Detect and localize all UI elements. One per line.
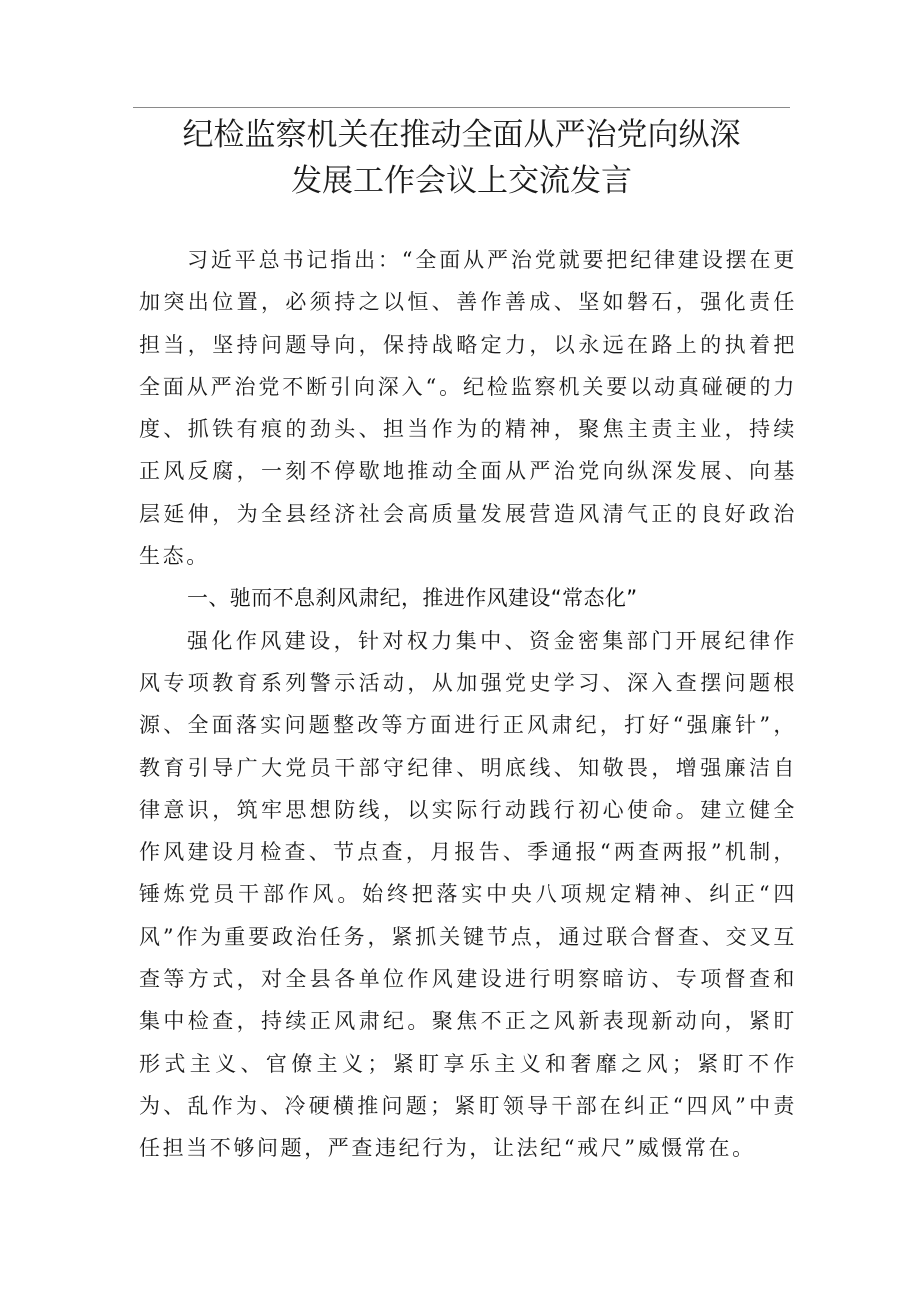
document-title <box>133 112 790 204</box>
title-line-1: 纪检监察机关在推动全面从严治党向纵深 <box>182 117 741 153</box>
title-line-2: 发展工作会议上交流发言 <box>291 163 632 199</box>
intro-paragraph: 习近平总书记指出：“全面从严治党就要把纪律建设摆在更加突出位置，必须持之以恒、善作善成、坚如磐石，强化责任担当，坚持问题导向，保持战略定力，以永远在路上的执着把全面从严治党不断引向深入“。纪检监察机关要以动真碰硬的力度、抓铁有痕的劲头、担当作为的精神，聚焦主责主业，持续正风反腐，一刻不停歇地推动全面从严治党向纵深发展、向基层延伸，为全县经济社会高质量发展营造风清气正的良好政治生态。 <box>139 248 797 569</box>
document-body <box>139 239 797 1170</box>
section-1-paragraph: 强化作风建设，针对权力集中、资金密集部门开展纪律作风专项教育系列警示活动，从加强党史学习、深入查摆问题根源、全面落实问题整改等方面进行正风肃纪，打好“强廉针”，教育引导广大党员干部守纪律、明底线、知敬畏，增强廉洁自律意识，筑牢思想防线，以实际行动践行初心使命。建立健全作风建设月检查、节点查，月报告、季通报“两查两报”机制，锤炼党员干部作风。始终把落实中央八项规定精神、纠正“四风”作为重要政治任务，紧抓关键节点，通过联合督查、交叉互查等方式，对全县各单位作风建设进行明察暗访、专项督查和集中检查，持续正风肃纪。聚焦不正之风新表现新动向，紧盯形式主义、官僚主义；紧盯享乐主义和奢靡之风；紧盯不作为、乱作为、冷硬横推问题；紧盯领导干部在纠正“四风”中责任担当不够问题，严查违纪行为，让法纪“戒尺”威慑常在。 <box>139 628 797 1161</box>
header-rule <box>133 107 790 108</box>
section-heading-1: 一、驰而不息刹风肃纪，推进作风建设“常态化” <box>187 586 638 611</box>
